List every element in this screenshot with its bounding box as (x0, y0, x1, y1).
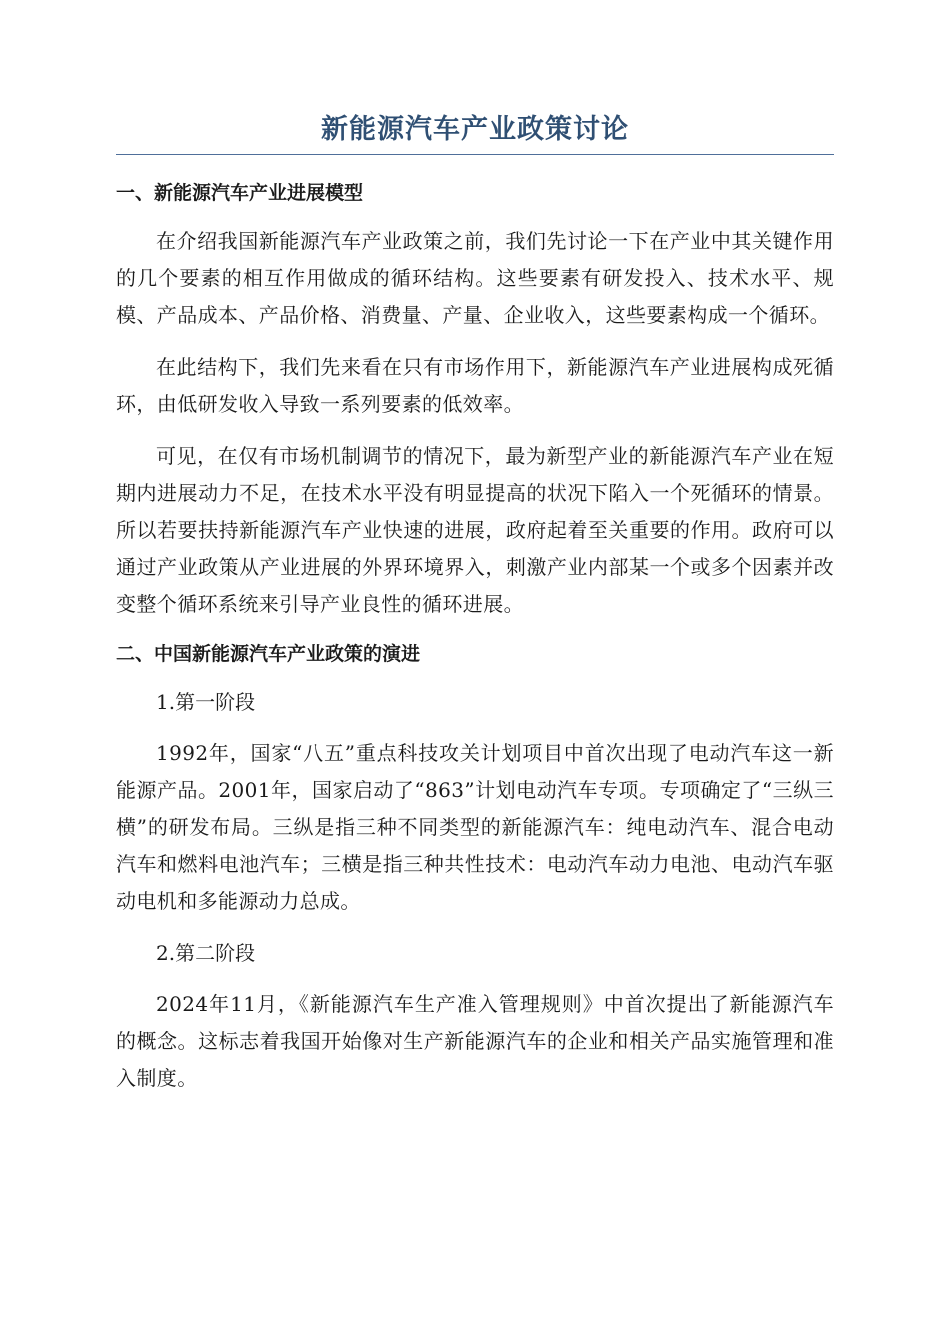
section-2 (116, 638, 834, 1097)
section-2-heading: 二、中国新能源汽车产业政策的演进 (116, 643, 421, 665)
section-1-paragraph-3: 可见，在仅有市场机制调节的情况下，最为新型产业的新能源汽车产业在短期内进展动力不足，在技术水平没有明显提高的状况下陷入一个死循环的情景。所以若要扶持新能源汽车产业快速的进展，政府起着至关重要的作用。政府可以通过产业政策从产业进展的外界环境界入，刺激产业内部某一个或多个因素并改变整个循环系统来引导产业良性的循环进展。 (116, 444, 834, 616)
stage-2-label: 2.第二阶段 (156, 941, 256, 965)
section-1-paragraph-2: 在此结构下，我们先来看在只有市场作用下，新能源汽车产业进展构成死循环，由低研发收入导致一系列要素的低效率。 (116, 355, 834, 416)
stage-1-label: 1.第一阶段 (156, 690, 256, 714)
section-1-paragraph-1: 在介绍我国新能源汽车产业政策之前，我们先讨论一下在产业中其关键作用的几个要素的相互作用做成的循环结构。这些要素有研发投入、技术水平、规模、产品成本、产品价格、消费量、产量、企业收入，这些要素构成一个循环。 (116, 229, 834, 327)
section-1-heading: 一、新能源汽车产业进展模型 (116, 182, 364, 204)
document-page (116, 108, 834, 1112)
section-1 (116, 177, 834, 623)
title-divider (116, 154, 834, 155)
stage-2-paragraph: 2024年11月，《新能源汽车生产准入管理规则》中首次提出了新能源汽车的概念。这标志着我国开始像对生产新能源汽车的企业和相关产品实施管理和准入制度。 (116, 992, 834, 1090)
document-title: 新能源汽车产业政策讨论 (321, 114, 629, 145)
stage-1-paragraph: 1992年，国家“八五”重点科技攻关计划项目中首次出现了电动汽车这一新能源产品。2001年，国家启动了“863”计划电动汽车专项。专项确定了“三纵三横”的研发布局。三纵是指三种不同类型的新能源汽车：纯电动汽车、混合电动汽车和燃料电池汽车；三横是指三种共性技术：电动汽车动力电池、电动汽车驱动电机和多能源动力总成。 (116, 741, 834, 913)
